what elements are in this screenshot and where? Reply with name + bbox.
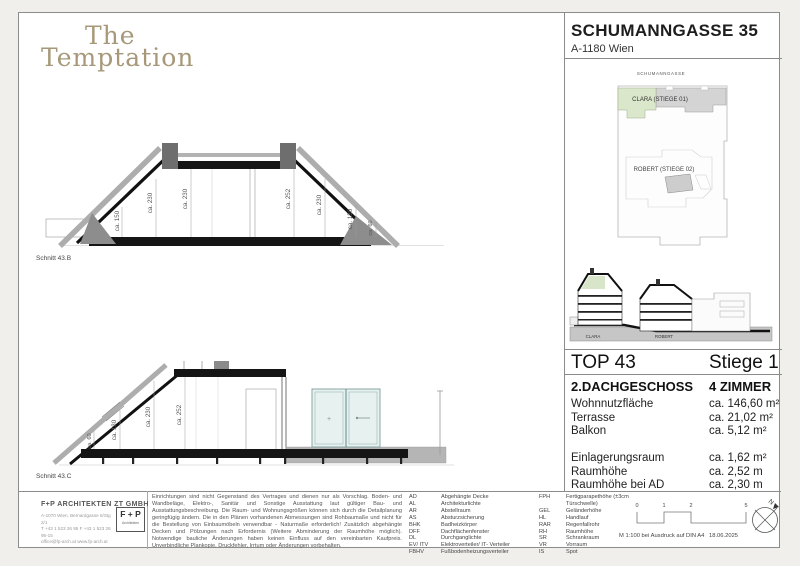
legend-desc: Abgehängte Decke xyxy=(441,494,489,500)
unit-row-label: Balkon xyxy=(571,425,607,437)
robert-label: ROBERT (STIEGE 02) xyxy=(633,167,695,173)
flat-roof-slab xyxy=(174,369,286,377)
unit-values-group1 xyxy=(709,398,784,439)
legend-row xyxy=(409,535,537,542)
robert-chimney xyxy=(656,279,660,285)
legend-desc: Schrankraum xyxy=(566,535,600,542)
street-label: SCHUMANNGASSE xyxy=(636,71,686,76)
project-subtitle: A-1180 Wien xyxy=(571,43,634,55)
robert-slab xyxy=(640,319,692,321)
legend-row xyxy=(539,549,635,556)
compass-arrowhead xyxy=(773,503,779,509)
unit-rooms: 4 ZIMMER xyxy=(709,379,772,394)
sheet xyxy=(18,12,780,556)
clara-slab xyxy=(578,319,622,321)
door-opening xyxy=(246,389,276,453)
firm-phone: T +43 1 523 26 95 F +43 1 523 26 95-15 xyxy=(41,526,111,538)
robert-slab xyxy=(640,303,692,305)
legend-row xyxy=(539,542,635,549)
legend-desc: Regenfallrohr xyxy=(566,521,600,528)
legend-desc: Spot xyxy=(566,549,578,556)
unit-row-value: ca. 2,30 m xyxy=(709,479,763,491)
legend-desc: Architekturlichte xyxy=(441,500,481,507)
legend-desc: Abstellraum xyxy=(441,507,471,514)
legend-desc: Raumhöhe xyxy=(566,528,594,535)
roof-chimney xyxy=(214,361,229,369)
clara-wing xyxy=(570,317,578,325)
clara-slab xyxy=(578,311,622,313)
scale-tick-0: 0 xyxy=(635,503,639,509)
unit-floor: 2.DACHGESCHOSS xyxy=(571,379,694,394)
robert-slab xyxy=(640,311,692,313)
scale-bar-line xyxy=(637,512,746,523)
support xyxy=(176,458,178,464)
section-drawing-b xyxy=(44,139,464,254)
dim-label: ca. 60 xyxy=(368,220,374,236)
unit-row-label: Raumhöhe bei AD xyxy=(571,479,665,491)
scale-tick-1: 1 xyxy=(662,503,666,509)
unit-top-number: TOP 43 xyxy=(571,352,636,373)
parapet-block-left xyxy=(162,143,178,169)
footer-topline xyxy=(19,491,781,492)
legend-row xyxy=(409,549,537,556)
legend-desc: Elektroverteiler/ IT- Verteiler xyxy=(441,542,511,549)
support xyxy=(102,458,104,464)
fp-logo xyxy=(116,507,145,532)
legend-row xyxy=(409,501,537,508)
clara-label: CLARA (STIEGE 01) xyxy=(632,97,688,103)
unit-row-label: Terrasse xyxy=(571,411,616,424)
dim-label: ca. 230 xyxy=(147,192,154,214)
elevation-clara-label: CLARA xyxy=(585,334,601,339)
unit-block-topline xyxy=(564,349,782,350)
unit-row-label: Raumhöhe xyxy=(571,465,628,478)
clara-slab xyxy=(578,303,622,305)
legend-desc: Dachflächenfenster xyxy=(441,528,490,535)
legend-abbr: DL xyxy=(409,535,417,542)
dim-label: ca. 230 xyxy=(145,406,152,428)
legend-abbr: FPH xyxy=(539,494,551,500)
support xyxy=(322,458,324,464)
legend-abbr: DFF xyxy=(409,528,420,535)
clara-chimney xyxy=(590,268,594,274)
legend-abbr: FBHV xyxy=(409,549,424,556)
section-drawing-c xyxy=(44,361,464,473)
unit-labels-group1 xyxy=(571,398,706,439)
clara-slab xyxy=(578,295,622,297)
legend-abbr: RH xyxy=(539,528,548,535)
slider-handle xyxy=(356,417,358,419)
floor-slab xyxy=(89,237,371,246)
brand-logo xyxy=(41,21,195,72)
unit-stiege: Stiege 1 xyxy=(709,352,779,373)
dim-label: ca. 130 xyxy=(347,208,354,230)
dim-label: ca. 230 xyxy=(316,194,323,216)
legend-desc: Durchganglichte xyxy=(441,535,482,542)
dim-label: ca. 252 xyxy=(176,404,183,426)
legend-column-1 xyxy=(409,494,537,556)
legend-abbr: RAR xyxy=(539,521,551,528)
dim-label: ca. 230 xyxy=(182,188,189,210)
dim-label: ca. 60 xyxy=(87,433,93,449)
support xyxy=(284,458,286,464)
firm-address-block xyxy=(41,513,113,546)
unit-row-value: ca. 21,02 m² xyxy=(709,411,773,424)
footprint-notch xyxy=(666,86,673,90)
legend-abbr: VR xyxy=(539,542,547,549)
parapet-block-right xyxy=(280,143,296,169)
legend-abbr: HL xyxy=(539,514,547,521)
legend-desc: Handlauf xyxy=(566,514,589,521)
firm-name: F+P ARCHITEKTEN ZT GMBH xyxy=(41,501,149,508)
unit-values-group2 xyxy=(709,452,784,493)
unit-block-midline xyxy=(564,374,782,375)
unit-row-value: ca. 146,60 m² xyxy=(709,398,780,410)
disclaimer-text: Einrichtungen sind nicht Gegenstand des Vertrages und dienen nur als Vorschlag. Boden- und Wandbeläge, Elektro-, Sanitär und Sonstige Ausstattung laut gültiger Bau- und Ausstattungsbeschreibung. Die Raum- und Wohnungsgrößen können sich durch die Detailplanung geringfügig ändern. Die in den Plänen vorhandenen Abmessungen sind Rohbaumaße und nicht für die Bestellung von Einbaumöbeln verwendbar - Naturmaße erforderlich! Zusätzlich abgehängte Decken und Pölzungen nach Erfordernis (Weitere Abminderung der Raumhöhe möglich). Notwendige bauliche Änderungen haben keinen Einfluss auf den vereinbarten Kaufpreis. Unverbindliche Plankopie, Druckfehler, Irrtum oder Änderungen vorbehalten. xyxy=(152,494,402,549)
footprint-notch xyxy=(701,86,708,90)
legend-desc: Absturzsicherung xyxy=(441,514,485,521)
robert-core-shape xyxy=(665,174,693,193)
support xyxy=(132,458,134,464)
support xyxy=(366,458,368,464)
legend-abbr: BHK xyxy=(409,521,421,528)
compass-north-label: N xyxy=(766,498,775,507)
section-c-label: Schnitt 43.C xyxy=(36,473,72,480)
site-plan-drawing xyxy=(564,61,782,257)
legend-desc: Badheizkörper xyxy=(441,521,478,528)
legend-abbr: AS xyxy=(409,514,417,521)
brand-logo-line2: Temptation xyxy=(41,43,195,72)
scale-note: M 1:100 bei Ausdruck auf DIN A4 xyxy=(619,533,705,539)
unit-row-value: ca. 1,62 m² xyxy=(709,452,767,464)
header-underline xyxy=(564,58,782,59)
window-open-symbol: + xyxy=(326,416,332,423)
firm-address: A-1070 Wien, Bernardgasse 6/Stg 2/1 xyxy=(41,513,111,525)
dim-label: ca. 150 xyxy=(114,210,121,232)
roof-cladding-left xyxy=(60,148,160,246)
firm-web: office@fp-arch.at www.fp-arch.at xyxy=(41,539,108,545)
support xyxy=(259,458,261,464)
legend-abbr: IS xyxy=(539,549,545,556)
elevation-drawing xyxy=(564,259,782,347)
roof-top-band xyxy=(166,153,292,157)
compass-needle xyxy=(755,508,777,530)
annex-outline xyxy=(692,293,750,331)
project-title: SCHUMANNGASSE 35 xyxy=(571,21,759,40)
legend-row xyxy=(409,508,537,515)
support xyxy=(400,458,402,464)
unit-labels-group2 xyxy=(571,452,706,493)
legend-desc: Fußbodenheizungsverteiler xyxy=(441,549,509,556)
elevation-robert-label: ROBERT xyxy=(654,334,674,339)
section-b-label: Schnitt 43.B xyxy=(36,255,72,262)
ceiling-beam xyxy=(166,161,292,169)
unit-row-value: ca. 2,52 m xyxy=(709,465,763,478)
legend-row xyxy=(409,542,537,549)
fp-logo-main: F + P xyxy=(120,509,141,519)
legend-abbr: AL xyxy=(409,500,416,507)
brand-logo-line1: The xyxy=(85,21,136,50)
floor-slab xyxy=(81,449,408,458)
dim-label: ca. 252 xyxy=(285,188,292,210)
footer-divider xyxy=(147,491,148,549)
legend-abbr: GEL xyxy=(539,507,551,514)
legend-row xyxy=(409,529,537,536)
legend-abbr: AD xyxy=(409,494,417,500)
scale-tick-2: 2 xyxy=(689,503,693,509)
legend-desc: Fertigparapethöhe (±3cm Türschwelle) xyxy=(566,494,629,507)
legend-desc: Geländerhöhe xyxy=(566,507,602,514)
compass-icon xyxy=(745,493,781,547)
legend-abbr: SR xyxy=(539,535,547,542)
scale-tick-5: 5 xyxy=(744,503,748,509)
unit-row-value: ca. 5,12 m² xyxy=(709,425,767,437)
legend-row xyxy=(409,515,537,522)
dim-label: ca. 130 xyxy=(111,419,118,441)
legend-desc: Vorraum xyxy=(566,542,588,549)
plan-date: 18.06.2025 xyxy=(709,533,739,539)
legend-abbr: AR xyxy=(409,507,417,514)
unit-row-label: Einlagerungsraum xyxy=(571,452,665,464)
support xyxy=(216,458,218,464)
fp-logo-sub: Architekten xyxy=(122,521,139,525)
unit-row-label: Wohnnutzfläche xyxy=(571,398,654,410)
legend-abbr: EV/ ITV xyxy=(409,542,429,549)
legend-row xyxy=(409,522,537,529)
legend-row xyxy=(409,494,537,501)
